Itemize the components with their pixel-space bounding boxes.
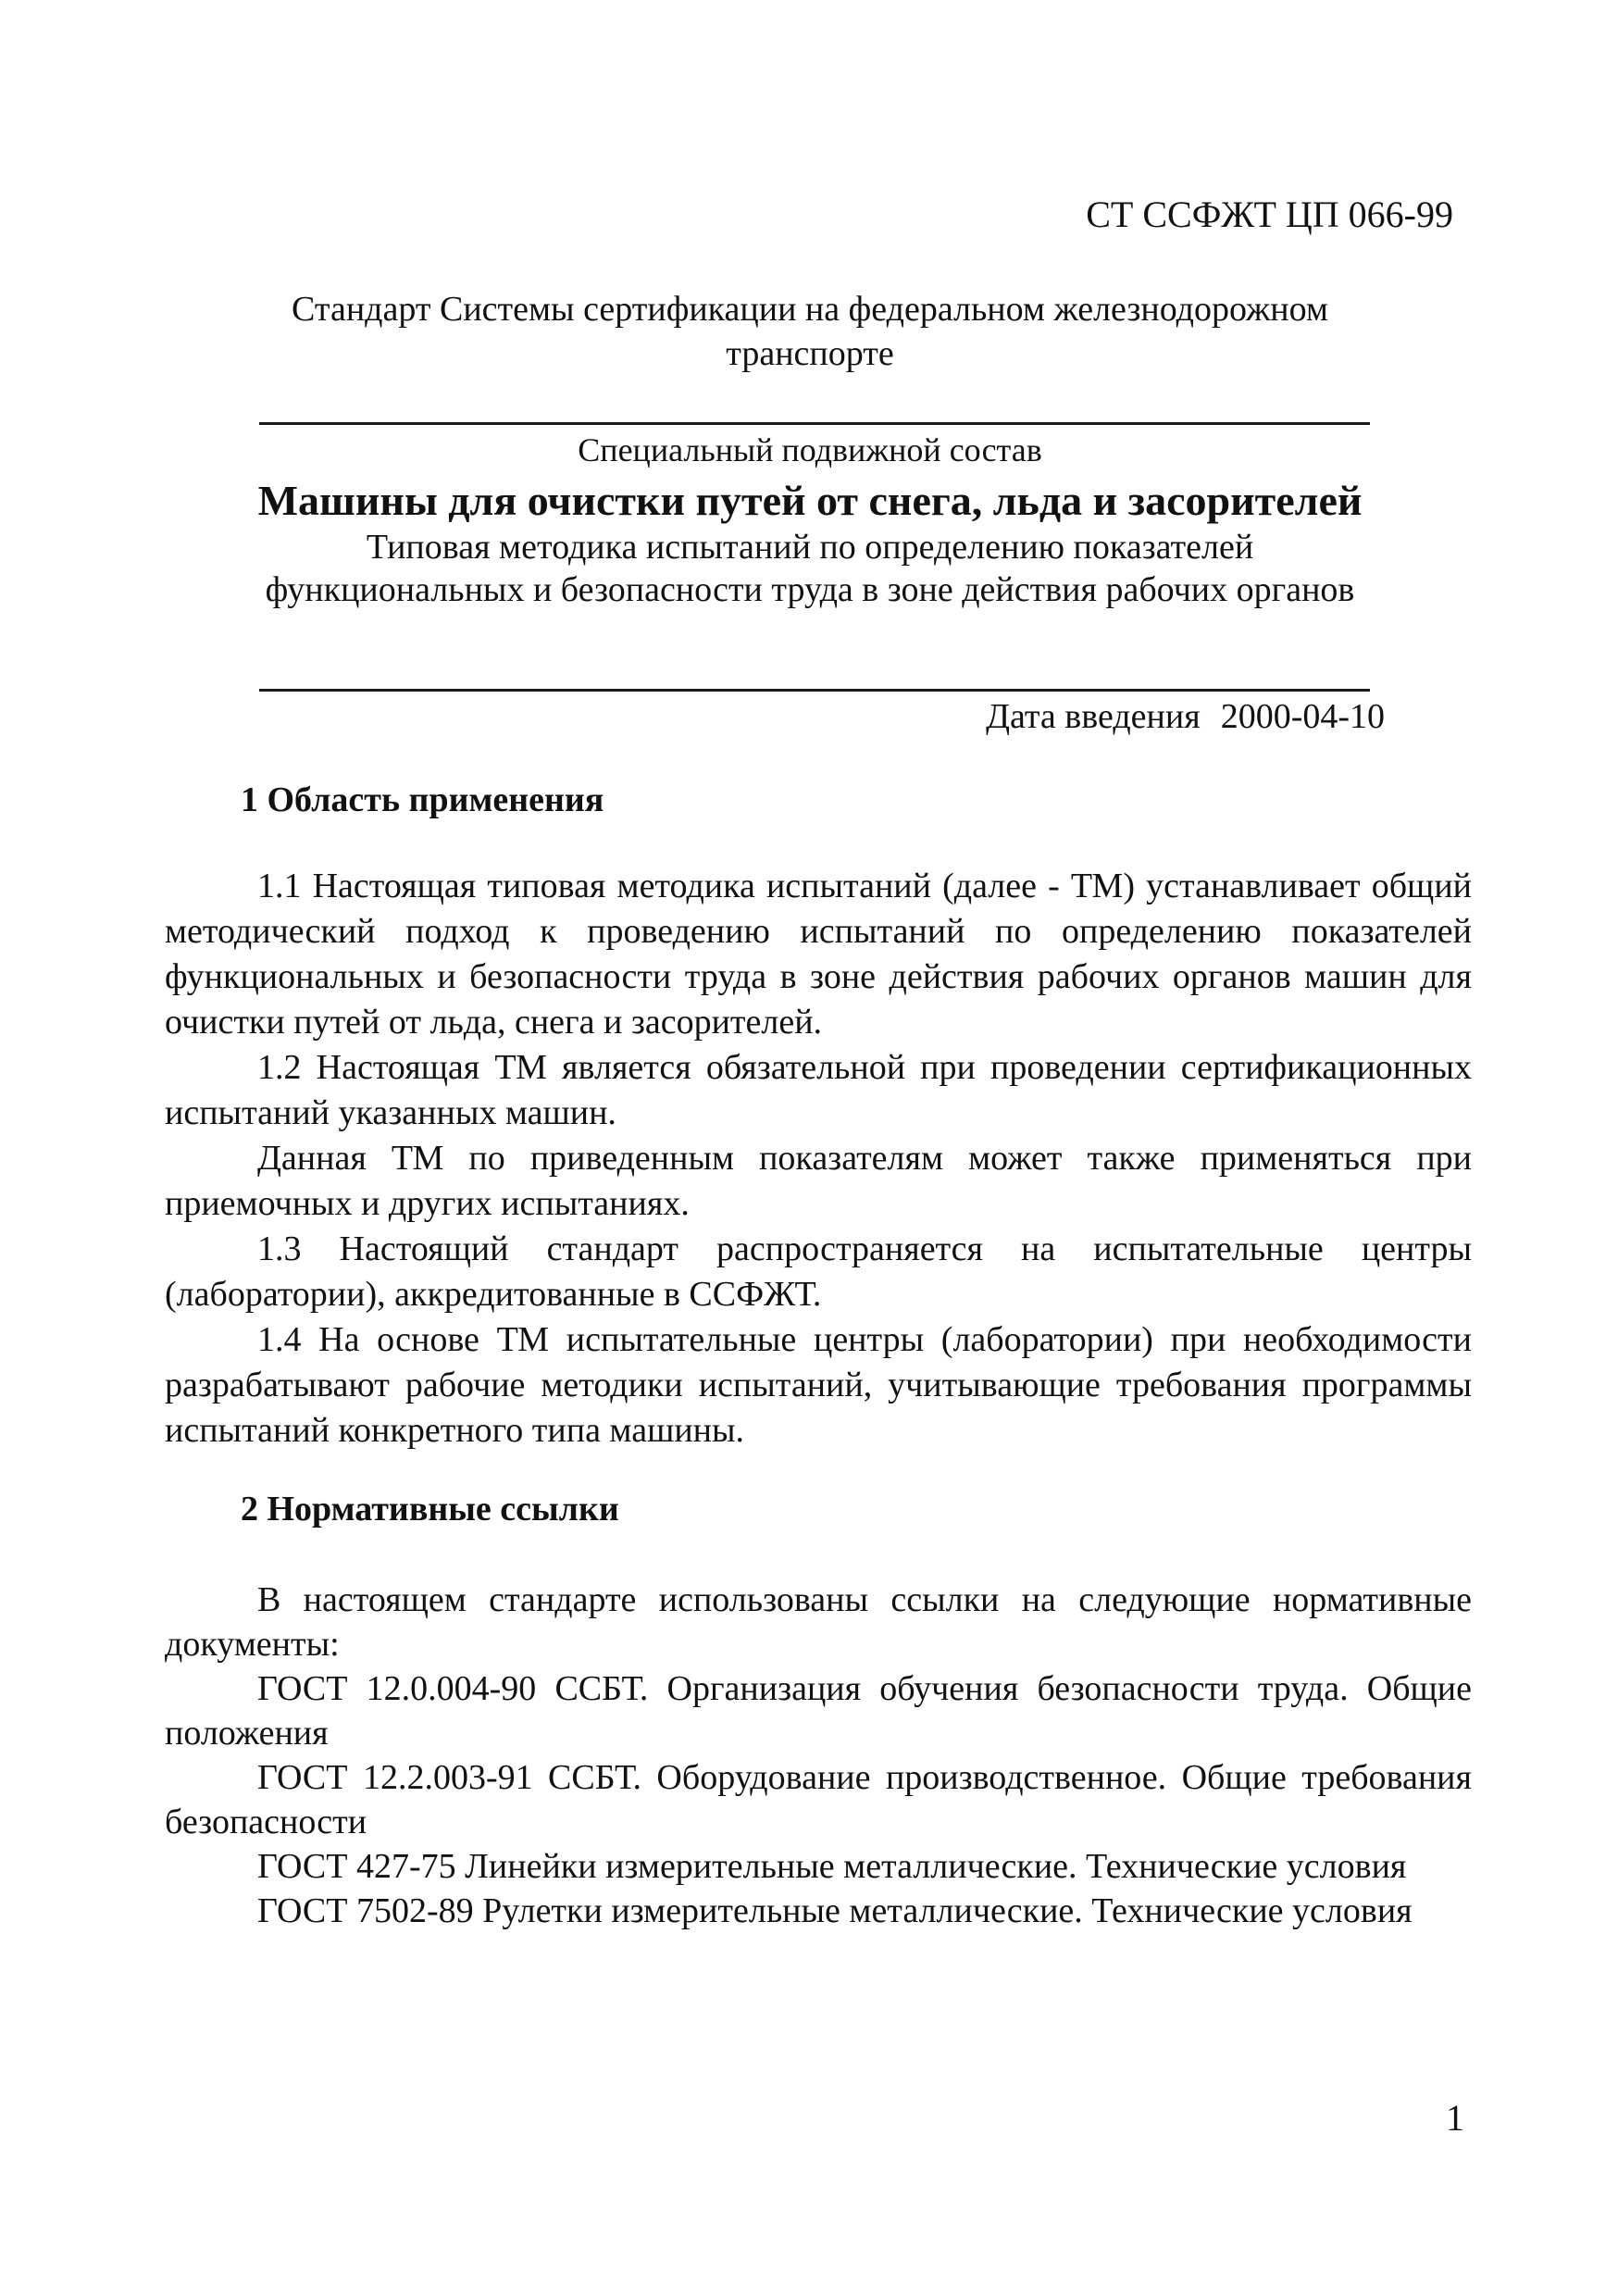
page-number: 1 [1446, 2097, 1464, 2139]
top-divider [259, 422, 1370, 425]
paragraph: В настоящем стандарте использованы ссылки на следующие нормативные документы: [165, 1580, 1472, 1664]
reference-item: ГОСТ 12.2.003-91 ССБТ. Оборудование производственное. Общие требования безопасности [165, 1758, 1472, 1841]
title-block [250, 428, 1370, 611]
section-heading-references: 2 Нормативные ссылки [241, 1490, 619, 1529]
section-heading-scope: 1 Область применения [241, 780, 604, 819]
main-title: Машины для очистки путей от снега, льда и засорителей [257, 477, 1363, 524]
paragraph: 1.2 Настоящая ТМ является обязательной при проведении сертификационных испытаний указанных машин. [165, 1048, 1472, 1132]
document-code: СТ ССФЖТ ЦП 066-99 [1086, 193, 1453, 235]
reference-item: ГОСТ 427-75 Линейки измерительные металлические. Технические условия [257, 1847, 1407, 1886]
reference-item: ГОСТ 7502-89 Рулетки измерительные металлические. Технические условия [257, 1891, 1413, 1930]
paragraph: Данная ТМ по приведенным показателям может также применяться при приемочных и других испытаниях. [165, 1139, 1472, 1223]
reference-item: ГОСТ 12.0.004-90 ССБТ. Организация обучения безопасности труда. Общие положения [165, 1669, 1472, 1753]
paragraph: 1.4 На основе ТМ испытательные центры (лаборатории) при необходимости разрабатывают рабочие методики испытаний, учитывающие требования программы испытаний конкретного типа машины. [165, 1320, 1472, 1450]
paragraph: 1.3 Настоящий стандарт распространяется на испытательные центры (лаборатории), аккредитованные в ССФЖТ. [165, 1229, 1472, 1314]
intro-date [986, 696, 1385, 737]
bottom-divider [259, 689, 1370, 692]
paragraph: 1.1 Настоящая типовая методика испытаний (далее - ТМ) устанавливает общий методический подход к проведению испытаний по определению показателей функциональных и безопасности труда в зоне действия рабочих органов машин для очистки путей от льда, снега и засорителей. [165, 867, 1472, 1042]
subtitle: Типовая методика испытаний по определению показателей функциональных и безопасности труда в зоне действия рабочих органов [265, 528, 1355, 609]
section-scope-body [165, 864, 1472, 1454]
category-label: Специальный подвижной состав [578, 431, 1042, 468]
intro-date-value: 2000-04-10 [1220, 697, 1385, 736]
section-references-body [165, 1578, 1472, 1933]
standard-system-title: Стандарт Системы сертификации на федеральном железнодорожном транспорте [292, 290, 1328, 373]
intro-date-label: Дата введения [986, 697, 1201, 736]
